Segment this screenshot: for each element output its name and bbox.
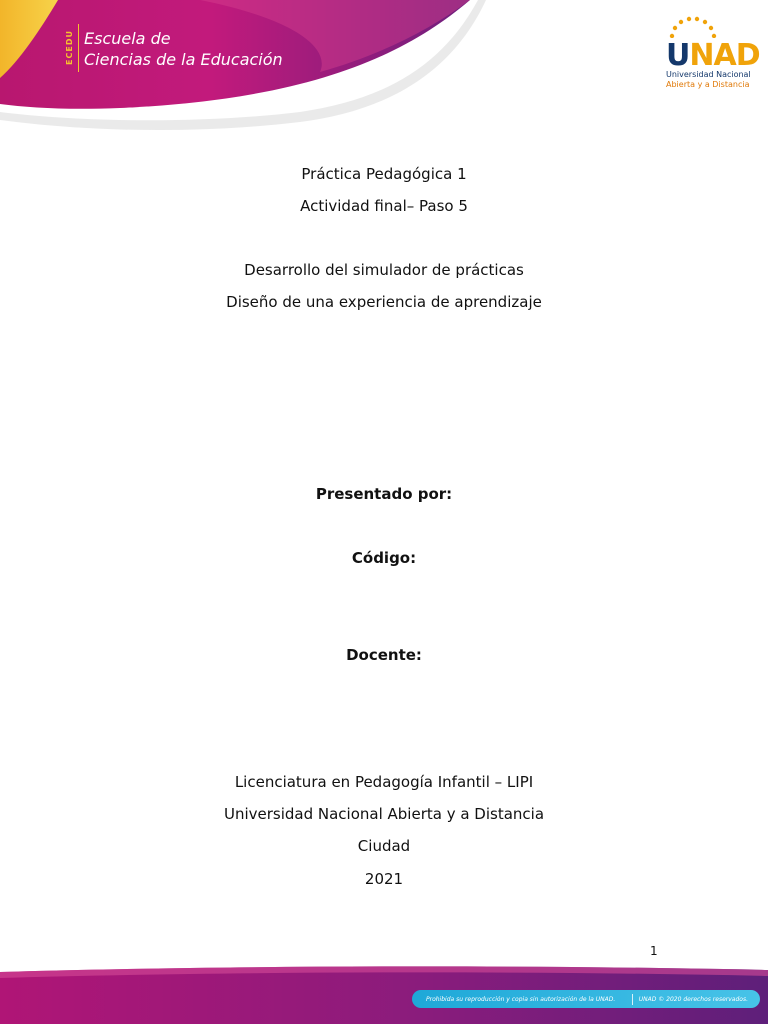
year: 2021 bbox=[364, 870, 404, 888]
ecedu-vertical-tag bbox=[62, 22, 76, 72]
presented-by-label: Presentado por: bbox=[315, 485, 453, 503]
ecedu-divider bbox=[78, 24, 79, 72]
unad-logo bbox=[660, 16, 760, 96]
logo-wordmark: UNAD bbox=[666, 38, 760, 73]
logo-subtitle-line2: Abierta y a Distancia bbox=[666, 80, 750, 89]
logo-subtitle-line1: Universidad Nacional bbox=[666, 70, 751, 79]
program-name: Licenciatura en Pedagogía Infantil – LIPI bbox=[234, 773, 534, 791]
school-name bbox=[84, 28, 283, 70]
development-title: Desarrollo del simulador de prácticas bbox=[244, 261, 524, 279]
activity-title: Actividad final– Paso 5 bbox=[300, 197, 468, 215]
header-banner-art bbox=[0, 0, 768, 150]
logo-subtitle bbox=[666, 70, 751, 90]
code-label: Código: bbox=[351, 549, 417, 567]
footer-notice: Prohibida su reproducción y copia sin autorización de la UNAD. bbox=[426, 995, 616, 1003]
page-number: 1 bbox=[650, 944, 658, 958]
logo-dots-arc bbox=[666, 16, 726, 38]
footer-rights: UNAD © 2020 derechos reservados. bbox=[638, 995, 748, 1003]
teacher-label: Docente: bbox=[346, 646, 422, 664]
ecedu-label: ECEDU bbox=[64, 29, 74, 65]
design-title: Diseño de una experiencia de aprendizaje bbox=[226, 293, 542, 311]
school-name-line2: Ciencias de la Educación bbox=[84, 50, 283, 69]
footer-legal-bar bbox=[412, 990, 760, 1008]
university-name: Universidad Nacional Abierta y a Distancia bbox=[223, 805, 545, 823]
footer-separator bbox=[632, 994, 633, 1005]
course-title: Práctica Pedagógica 1 bbox=[301, 165, 467, 183]
school-name-line1: Escuela de bbox=[84, 29, 171, 48]
city: Ciudad bbox=[357, 837, 411, 855]
